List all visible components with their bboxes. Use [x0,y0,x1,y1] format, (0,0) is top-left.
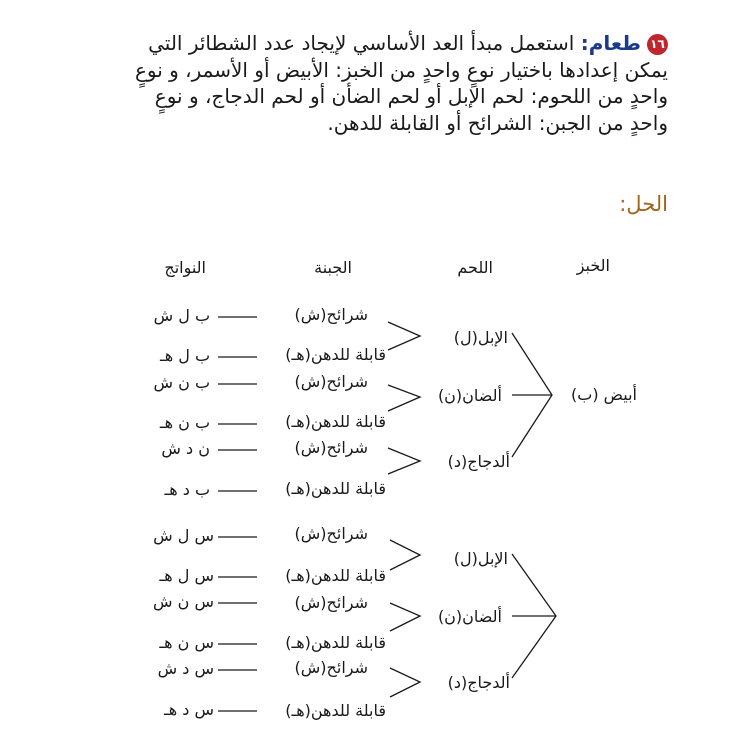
header-meat: اللحم [457,258,493,277]
cheese-node: قابلة للدهن(هـ) [285,566,386,585]
meat-branches [388,385,420,411]
header-bread: الخبز [576,256,610,275]
meat-branches [390,540,420,570]
meat-branches [390,603,420,631]
cheese-node: شرائح(ش) [294,524,368,543]
cheese-node: شرائح(ش) [294,593,368,612]
problem-keyword: طعام: [580,31,641,55]
meat-node: ألدجاج(د) [447,452,510,471]
meat-branches [390,668,420,697]
cheese-node: شرائح(ش) [294,658,368,677]
cheese-node: شرائح(ش) [294,372,368,391]
outcome-node: ن د ش [161,439,210,458]
meat-node: الإبل(ل) [453,549,508,568]
meat-node: ألضان(ن) [437,607,502,626]
problem-text: استعمل مبدأ العد الأساسي لإيجاد عدد الشطائر التي يمكن إعدادها باختيار نوعٍ واحدٍ من الخبز: الأبيض أو الأسمر، و نوعٍ واحدٍ من اللحوم: لحم الإبل أو لحم الضأن أو لحم الدجاج، و نوعٍ واحدٍ من الجبن: الشرائح أو القابلة للدهن. [134,31,668,135]
cheese-node: شرائح(ش) [294,305,368,324]
problem-number-badge: ١٦ [647,34,668,55]
header-outcomes: النواتج [164,258,206,277]
outcome-node: ب د هـ [164,480,210,499]
outcome-node: س د هـ [164,700,214,719]
solution-label: الحل: [619,192,668,216]
cheese-node: قابلة للدهن(هـ) [285,701,386,720]
outcome-node: س د ش [157,659,214,678]
cheese-node: قابلة للدهن(هـ) [285,345,386,364]
outcome-node: س ل ش [153,526,214,545]
header-cheese: الجبنة [314,258,352,277]
cheese-node: قابلة للدهن(هـ) [285,412,386,431]
outcome-node: س ل هـ [159,566,214,585]
meat-node: ألدجاج(د) [447,673,510,692]
meat-branches [388,448,420,474]
outcome-node: ب ن ش [153,373,210,392]
meat-node: الإبل(ل) [453,328,508,347]
outcome-node: ب ن هـ [159,413,210,432]
outcome-node: س ن ش [153,592,214,611]
cheese-node: شرائح(ش) [294,438,368,457]
outcome-node: ب ل هـ [160,346,210,365]
outcome-node: ب ل ش [153,306,210,325]
meat-node: ألضان(ن) [437,386,502,405]
meat-branches [388,322,420,350]
cheese-node: قابلة للدهن(هـ) [285,633,386,652]
outcome-node: س ن هـ [159,633,214,652]
bread-node: أبيض (ب) [571,385,637,404]
cheese-node: قابلة للدهن(هـ) [285,479,386,498]
